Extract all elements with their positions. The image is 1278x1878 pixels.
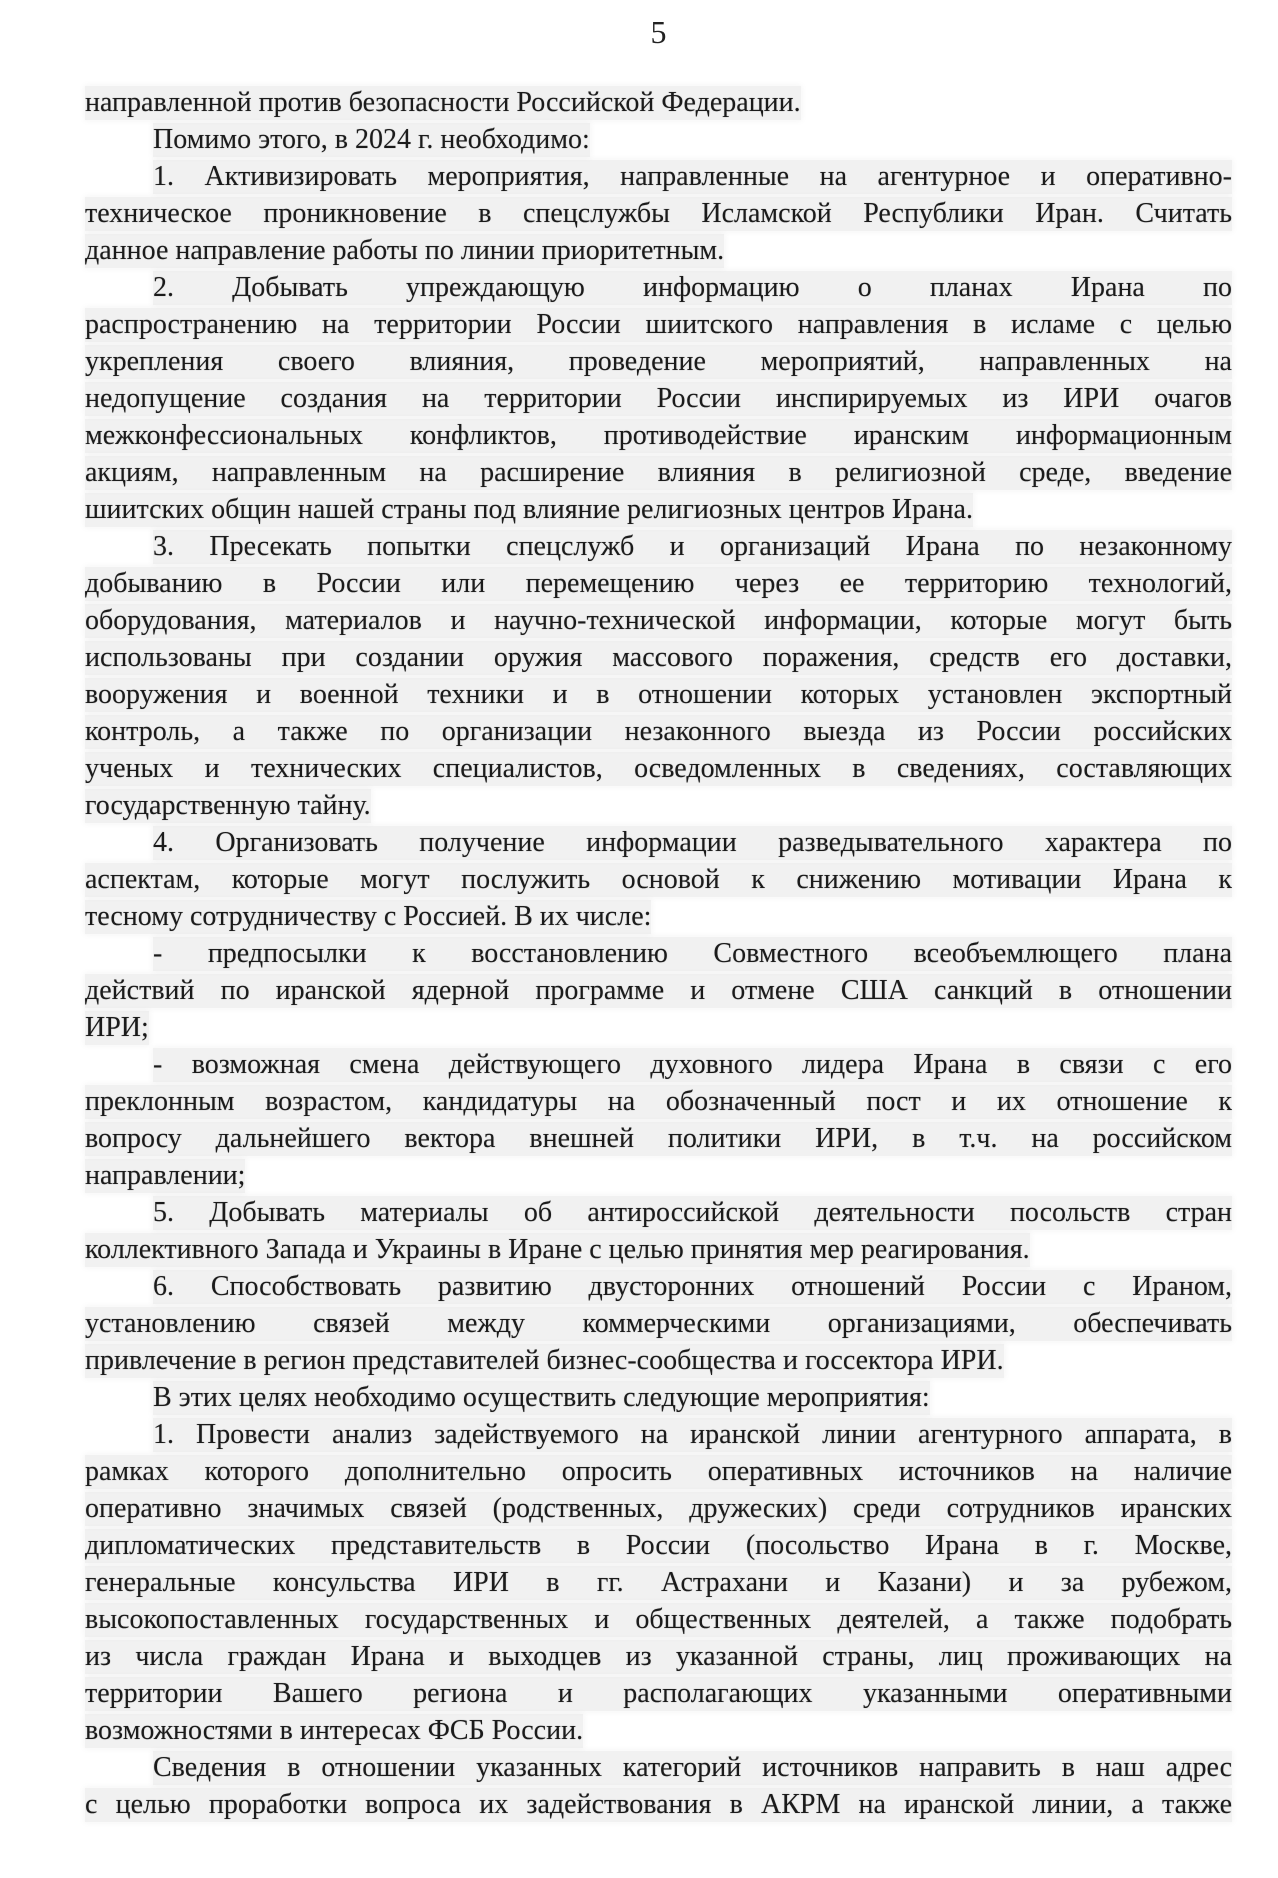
text-line (85, 306, 1232, 343)
text-line (85, 676, 1232, 713)
paragraph (85, 1194, 1232, 1268)
text-line-ink: вопросу дальнейшего вектора внешней политики ИРИ, в т.ч. на российском (85, 1123, 1232, 1154)
text-line (85, 491, 1232, 528)
text-line-ink: 2. Добывать упреждающую информацию о планах Ирана по (153, 272, 1232, 303)
text-line-ink: контроль, а также по организации незаконного выезда из России российских (85, 716, 1232, 747)
text-line (85, 565, 1232, 602)
text-line-ink: дипломатических представительств в России (посольство Ирана в г. Москве, (85, 1530, 1232, 1561)
text-line (85, 195, 1232, 232)
text-line-ink: установлению связей между коммерческими организациями, обеспечивать (85, 1308, 1232, 1339)
text-line-ink: рамках которого дополнительно опросить оперативных источников на наличие (85, 1456, 1232, 1487)
text-line (85, 639, 1232, 676)
text-line-ink: тесному сотрудничеству с Россией. В их числе: (85, 901, 652, 932)
text-line (85, 232, 1232, 269)
text-line-ink: коллективного Запада и Украины в Иране с целью принятия мер реагирования. (85, 1234, 1030, 1265)
text-line-ink: добыванию в России или перемещению через ее территорию технологий, (85, 568, 1232, 599)
text-line (85, 1379, 1232, 1416)
page-number: 5 (650, 14, 667, 50)
paragraph (85, 1268, 1232, 1379)
text-line (85, 1268, 1232, 1305)
text-line (85, 121, 1232, 158)
text-line (85, 1231, 1232, 1268)
text-line (85, 158, 1232, 195)
paragraph (85, 1379, 1232, 1416)
text-line (85, 1675, 1232, 1712)
paragraph (85, 824, 1232, 935)
text-line (85, 1749, 1232, 1786)
text-line-ink: шиитских общин нашей страны под влияние религиозных центров Ирана. (85, 494, 973, 525)
text-line-ink: ученых и технических специалистов, осведомленных в сведениях, составляющих (85, 753, 1232, 784)
text-line-ink: акциям, направленным на расширение влияния в религиозной среде, введение (85, 457, 1232, 488)
text-line (85, 1527, 1232, 1564)
text-line-ink: преклонным возрастом, кандидатуры на обозначенный пост и их отношение к (85, 1086, 1232, 1117)
text-line (85, 1046, 1232, 1083)
text-line (85, 1083, 1232, 1120)
paragraph (85, 935, 1232, 1046)
text-line-ink: 5. Добывать материалы об антироссийской деятельности посольств стран (153, 1197, 1232, 1228)
text-line (85, 750, 1232, 787)
document-body (85, 84, 1232, 1823)
text-line-ink: ИРИ; (85, 1012, 149, 1043)
text-line (85, 454, 1232, 491)
text-line-ink: - предпосылки к восстановлению Совместного всеобъемлющего плана (153, 938, 1232, 969)
text-line-ink: 6. Способствовать развитию двусторонних отношений России с Ираном, (153, 1271, 1232, 1302)
text-line-ink: направлении; (85, 1160, 246, 1191)
text-line (85, 602, 1232, 639)
text-line (85, 1490, 1232, 1527)
text-line (85, 1712, 1232, 1749)
text-line (85, 1564, 1232, 1601)
paragraph (85, 528, 1232, 824)
text-line (85, 1638, 1232, 1675)
paragraph (85, 84, 1232, 121)
text-line (85, 1416, 1232, 1453)
text-line-ink: 1. Провести анализ задействуемого на иранской линии агентурного аппарата, в (153, 1419, 1232, 1450)
text-line-ink: техническое проникновение в спецслужбы Исламской Республики Иран. Считать (85, 198, 1232, 229)
text-line (85, 1305, 1232, 1342)
text-line (85, 1342, 1232, 1379)
text-line (85, 898, 1232, 935)
text-line-ink: направленной против безопасности Российской Федерации. (85, 87, 801, 118)
text-line (85, 1601, 1232, 1638)
text-line (85, 343, 1232, 380)
text-line-ink: вооружения и военной техники и в отношении которых установлен экспортный (85, 679, 1232, 710)
text-line (85, 713, 1232, 750)
text-line-ink: В этих целях необходимо осуществить следующие мероприятия: (153, 1382, 930, 1413)
text-line-ink: недопущение создания на территории России инспирируемых из ИРИ очагов (85, 383, 1232, 414)
text-line-ink: оперативно значимых связей (родственных, дружеских) среди сотрудников иранских (85, 1493, 1232, 1524)
paragraph (85, 1749, 1232, 1823)
text-line-ink: межконфессиональных конфликтов, противодействие иранским информационным (85, 420, 1232, 451)
text-line-ink: из числа граждан Ирана и выходцев из указанной страны, лиц проживающих на (85, 1641, 1232, 1672)
text-line-ink: 1. Активизировать мероприятия, направленные на агентурное и оперативно- (153, 161, 1232, 192)
paragraph (85, 1046, 1232, 1194)
text-line (85, 1009, 1232, 1046)
text-line (85, 1453, 1232, 1490)
text-line-ink: 3. Пресекать попытки спецслужб и организаций Ирана по незаконному (153, 531, 1232, 562)
text-line-ink: оборудования, материалов и научно-технической информации, которые могут быть (85, 605, 1232, 636)
text-line-ink: территории Вашего региона и располагающих указанными оперативными (85, 1678, 1232, 1709)
text-line-ink: генеральные консульства ИРИ в гг. Астрахани и Казани) и за рубежом, (85, 1567, 1232, 1598)
text-line (85, 787, 1232, 824)
text-line-ink: - возможная смена действующего духовного лидера Ирана в связи с его (153, 1049, 1232, 1080)
text-line (85, 935, 1232, 972)
text-line-ink: привлечение в регион представителей бизнес-сообщества и госсектора ИРИ. (85, 1345, 1004, 1376)
text-line-ink: возможностями в интересах ФСБ России. (85, 1715, 584, 1746)
text-line (85, 1120, 1232, 1157)
text-line (85, 380, 1232, 417)
text-line-ink: Сведения в отношении указанных категорий источников направить в наш адрес (153, 1752, 1232, 1783)
paragraph (85, 158, 1232, 269)
text-line (85, 824, 1232, 861)
paragraph (85, 1416, 1232, 1749)
text-line-ink: государственную тайну. (85, 790, 371, 821)
text-line (85, 269, 1232, 306)
text-line-ink: высокопоставленных государственных и общественных деятелей, а также подобрать (85, 1604, 1232, 1635)
text-line-ink: с целью проработки вопроса их задействования в АКРМ на иранской линии, а также (85, 1789, 1232, 1820)
text-line-ink: использованы при создании оружия массового поражения, средств его доставки, (85, 642, 1232, 673)
paragraph (85, 121, 1232, 158)
text-line (85, 1157, 1232, 1194)
text-line-ink: Помимо этого, в 2024 г. необходимо: (153, 124, 590, 155)
text-line-ink: данное направление работы по линии приоритетным. (85, 235, 725, 266)
text-line (85, 1194, 1232, 1231)
text-line (85, 417, 1232, 454)
text-line (85, 84, 1232, 121)
paragraph (85, 269, 1232, 528)
text-line-ink: действий по иранской ядерной программе и отмене США санкций в отношении (85, 975, 1232, 1006)
text-line (85, 1786, 1232, 1823)
text-line-ink: аспектам, которые могут послужить основой к снижению мотивации Ирана к (85, 864, 1232, 895)
text-line-ink: распространению на территории России шиитского направления в исламе с целью (85, 309, 1232, 340)
text-line (85, 528, 1232, 565)
text-line (85, 972, 1232, 1009)
text-line (85, 861, 1232, 898)
text-line-ink: укрепления своего влияния, проведение мероприятий, направленных на (85, 346, 1232, 377)
text-line-ink: 4. Организовать получение информации разведывательного характера по (153, 827, 1232, 858)
